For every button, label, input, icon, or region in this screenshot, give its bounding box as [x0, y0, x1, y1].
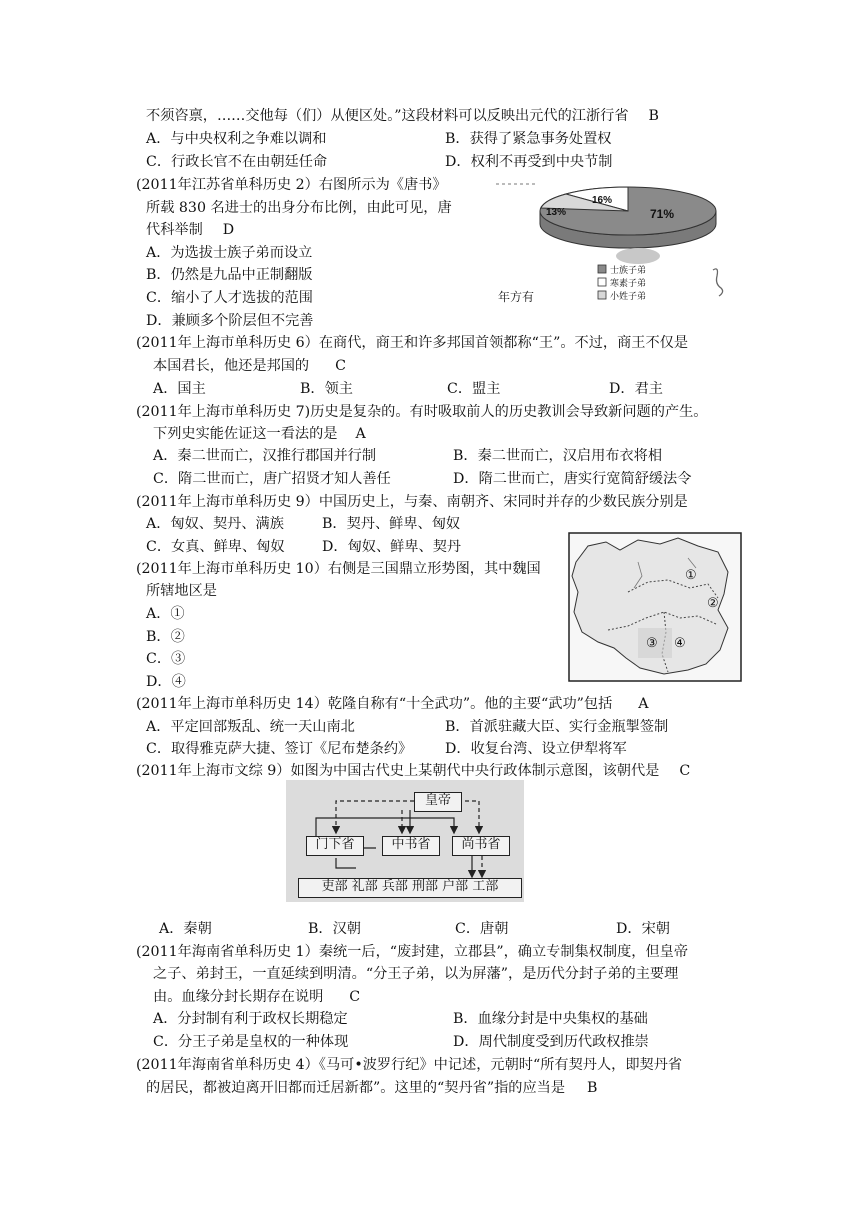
option-c: C．分王子弟是皇权的一种体现 [153, 1034, 349, 1050]
question-text: 本国君长，他还是邦国的 C [153, 358, 346, 374]
map-label-3b: ③ [646, 636, 658, 651]
answer: C [349, 989, 361, 1005]
option-b: B．血缘分封是中央集权的基础 [453, 1011, 648, 1027]
pie-label-71: 71% [650, 207, 675, 221]
option-c: C．唐朝 [455, 921, 509, 937]
question-text: (2011年上海市单科历史 14）乾隆自称有“十全武功”。他的主要“武功”包括 A [136, 696, 649, 712]
legend-swatch-xiaoxing [598, 291, 606, 299]
option-c: C．取得雅克萨大捷、签订《尼布楚条约》 [146, 741, 413, 757]
option-a: A．分封制有利于政权长期稳定 [153, 1011, 348, 1027]
question-text: (2011年上海市单科历史 9）中国历史上，与秦、南朝齐、宋同时并存的少数民族分别是 [136, 494, 688, 510]
answer: C [679, 763, 691, 779]
option-c: C．隋二世而亡，唐广招贤才知人善任 [153, 471, 391, 487]
option-a: A．① [146, 606, 185, 622]
option-b: B．契丹、鲜卑、匈奴 [322, 516, 461, 532]
option-a: A．秦二世而亡，汉推行郡国并行制 [153, 448, 377, 464]
option-d: D．匈奴、鲜卑、契丹 [322, 539, 462, 555]
question-text: (2011年江苏省单科历史 2）右图所示为《唐书》 [136, 177, 447, 193]
map-label-2: ② [707, 596, 719, 611]
option-b: B．领主 [300, 381, 353, 397]
question-text: 由。血缘分封长期存在说明 C [153, 989, 361, 1005]
option-a: A．为选拔士族子弟而设立 [146, 245, 313, 261]
option-c: C．缩小了人才选拔的范围 [146, 290, 313, 306]
question-text: (2011年上海市单科历史 6）在商代，商王和许多邦国首领都称“王”。不过，商王不仅是 [136, 335, 689, 351]
pie-chart-figure [488, 178, 738, 308]
option-d: D．周代制度受到历代政权推崇 [453, 1034, 649, 1050]
option-d: D．隋二世而亡，唐实行宽简舒缓法令 [453, 471, 692, 487]
legend-label-hansu: 寒素子弟 [610, 279, 647, 289]
question-text: 的居民，都被迫离开旧都而迁居新都”。这里的“契丹省”指的应当是 B [146, 1080, 598, 1096]
answer: A [355, 426, 366, 442]
answer: D [222, 222, 235, 238]
option-a: A．平定回部叛乱、统一天山南北 [146, 719, 355, 735]
option-d: D．权利不再受到中央节制 [445, 154, 613, 170]
figure-caption: 年方有 [498, 290, 535, 304]
option-a: A．匈奴、契丹、满族 [146, 516, 284, 532]
legend-label-xiaoxing: 小姓子弟 [610, 292, 647, 302]
legend-swatch-shizu [598, 265, 606, 273]
question-text: 下列史实能佐证这一看法的是 A [153, 426, 366, 442]
option-c: C．女真、鲜卑、匈奴 [146, 539, 285, 555]
decoration-squiggle [713, 269, 723, 296]
option-d: D．君主 [609, 381, 663, 397]
option-c: C．行政长官不在由朝廷任命 [146, 154, 328, 170]
three-kingdoms-map [568, 532, 742, 682]
question-text: (2011年海南省单科历史 1）秦统一后，“废封建，立郡县”，确立专制集权制度，但皇帝 [136, 944, 689, 960]
question-text: (2011年上海市单科历史 7)历史是复杂的。有时吸取前人的历史教训会导致新问题的产生。 [136, 404, 708, 420]
question-text: (2011年上海市文综 9）如图为中国古代史上某朝代中央行政体制示意图，该朝代是 C [136, 763, 691, 779]
six-bureaus-box: 吏部 礼部 兵部 刑部 户部 工部 [298, 878, 522, 898]
option-b: B．② [146, 629, 185, 645]
question-text: 所载 830 名进士的出身分布比例，由此可见，唐 [146, 200, 452, 216]
question-text: (2011年上海市单科历史 10）右侧是三国鼎立形势图，其中魏国 [136, 561, 541, 577]
shangshu-box: 尚书省 [452, 836, 510, 856]
pie-label-16: 16% [592, 195, 613, 206]
emperor-box: 皇帝 [414, 792, 462, 812]
option-b: B．汉朝 [308, 921, 361, 937]
option-b: B．秦二世而亡，汉启用布衣将相 [453, 448, 663, 464]
question-text: 所辖地区是 [146, 583, 217, 599]
central-government-diagram [286, 780, 524, 902]
legend-label-shizu: 士族子弟 [610, 266, 647, 276]
option-d: D．兼顾多个阶层但不完善 [146, 313, 314, 329]
option-b: B．首派驻藏大臣、实行金瓶掣签制 [445, 719, 669, 735]
legend-swatch-hansu [598, 278, 606, 286]
answer: A [638, 696, 649, 712]
option-d: D．④ [146, 674, 186, 690]
answer: B [648, 108, 659, 124]
watermark [616, 248, 660, 264]
option-c: C．③ [146, 651, 186, 667]
option-a: A．国主 [153, 381, 206, 397]
question-text: 代科举制 D [146, 222, 235, 238]
option-c: C．盟主 [447, 381, 501, 397]
option-b: B．获得了紧急事务处置权 [445, 131, 612, 147]
option-a: A．与中央权利之争难以调和 [146, 131, 327, 147]
question-text: 之子、弟封王，一直延续到明清。“分王子弟，以为屏藩”，是历代分封子弟的主要理 [153, 966, 679, 982]
question-text: 不须咨禀，……交他每（们）从便区处。”这段材料可以反映出元代的江浙行省 B [146, 108, 659, 124]
answer: B [587, 1080, 598, 1096]
zhongshu-box: 中书省 [382, 836, 440, 856]
option-a: A．秦朝 [159, 921, 212, 937]
option-d: D．宋朝 [616, 921, 670, 937]
question-text: (2011年海南省单科历史 4）《马可•波罗行纪》中记述，元朝时“所有契丹人，即契丹省 [136, 1057, 683, 1073]
answer: C [335, 358, 346, 374]
option-d: D．收复台湾、设立伊犁将军 [445, 741, 627, 757]
menxia-box: 门下省 [306, 836, 364, 856]
pie-label-13: 13% [546, 207, 567, 218]
map-label-3: ④ [674, 636, 686, 651]
map-label-1: ① [685, 568, 697, 583]
option-b: B．仍然是九品中正制翻版 [146, 267, 313, 283]
